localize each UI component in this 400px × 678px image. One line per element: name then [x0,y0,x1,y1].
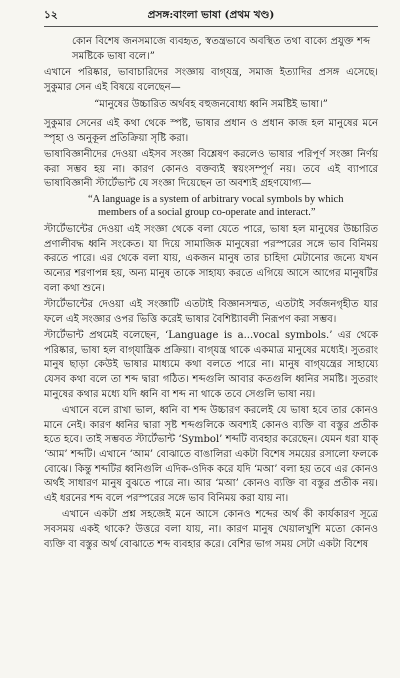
sen-quote: “মানুষের উচ্চারিত অর্থবহ বহুজনবোধ্য ধ্বনি সমষ্টিই ভাষা।” [94,99,328,111]
paragraph: স্টার্টেভান্ট প্রথমেই বলেছেন, ‘Language is a...vocal symbols.’ এর থেকে পরিষ্কার, ভাষা হল বাগ্‌যান্ত্রিক প্রক্রিয়া। বাগ্‌যন্ত্র থাকে একমাত্র মানুষের মধ্যেই। সুতরাং মানুষ ছাড়া কেউই ভাষার মাধ্যমে কথা বলতে পারে না। মানুষ বাগ্‌যন্ত্রের সাহায্যে যেসব কথা বলে তা শব্দ দ্বারা গঠিত। শব্দগুলি আবার কতগুলি ধ্বনির সমষ্টি। সুতরাং মানুষের কথার মধ্যে যদি ধ্বনি বা শব্দ না থাকে তবে সেগুলি ভাষা নয়। [44,330,378,400]
paragraph: সুকুমার সেনের এই কথা থেকে স্পষ্ট, ভাষার প্রধান ও প্রধান কাজ হল মানুষের মনে স্পৃহা ও অনুকূল প্রতিক্রিয়া সৃষ্টি করা। [44,117,378,144]
paragraph: স্টার্টেভান্টের দেওয়া এই সংজ্ঞা থেকে বলা যেতে পারে, ভাষা হল মানুষের উচ্চারিত প্রণালীবদ্ধ ধ্বনি সংকেত। যা দিয়ে সামাজিক মানুষেরা পরস্পরের সঙ্গে ভাব বিনিময় করতে পারে। এর থেকে বলা যায়, একজন মানুষ তার চাহিদা মেটানোর জন্যে যখন অন্যের শরণাপন্ন হয়, অন্য মানুষ তাকে সাহায্য করতে এগিয়ে আসে আগের মানুষটির বলা কথা শুনে। [44,224,378,294]
page-header [44,8,378,27]
page-number: ১২ [44,9,58,21]
paragraph: স্টার্টেভান্টের দেওয়া এই সংজ্ঞাটি এতটাই বিজ্ঞানসম্মত, এতটাই সর্বজনগৃহীত যার ফলে এই সংজ্ঞার ওপর ভিত্তি করেই ভাষার বৈশিষ্ট্যাবলী নিরূপণ করা সম্ভব। [44,299,378,325]
running-head: প্রসঙ্গ:বাংলা ভাষা (প্রথম খণ্ড) [147,9,275,21]
block-quote-continuation: কোন বিশেষ জনসমাজে ব্যবহৃত, স্বতন্ত্রভাবে অবস্থিত তথা বাক্যে প্রযুক্ত শব্দ সমষ্টিকে ভাষা বলে।” [72,36,370,62]
english-definition-quote [44,194,378,219]
paragraph: এখানে একটা প্রশ্ন সহজেই মনে আসে কোনও শব্দের অর্থ কী কার্যকারণ সূত্রে সবসময় একই থাকে? উত্তরে বলা যায়, না। কারণ মানুষ খেয়ালখুশি মতো কোনও ব্যক্তি বা বস্তুর অর্থ বোঝাতে শব্দ ব্যবহার করে। বেশির ভাগ সময় সেটা একটা বিশেষ [44,509,378,550]
definition-line-1: “A language is a system of arbitrary vocal symbols by which [88,193,344,205]
paragraph: ভাষাবিজ্ঞানীদের দেওয়া এইসব সংজ্ঞা বিশ্লেষণ করলেও ভাষার পরিপূর্ণ সংজ্ঞা নির্ণয় করা সম্ভব হয় না। কারণ কোনও বক্তব্যই স্বয়ংসম্পূর্ণ নয়। তবে এই ব্যাপারে ভাষাবিজ্ঞানী স্টার্টেভান্ট যে সংজ্ঞা দিয়েছেন তা অবশ্যই গ্রহণযোগ্য— [44,149,378,190]
paragraph: এখানে পরিষ্কার, ভাবাচারিদের সংজ্ঞায় বাগ্‌যন্ত্র, সমাজ ইত্যাদির প্রসঙ্গ এসেছে। সুকুমার সেন এই বিষয়ে বলেছেন— [44,67,378,93]
definition-line-2: members of a social group co-operate and interact.” [98,206,316,218]
paragraph: এখানে বলে রাখা ভাল, ধ্বনি বা শব্দ উচ্চারণ করলেই যে ভাষা হবে তার কোনও মানে নেই। কারণ ধ্বনির দ্বারা সৃষ্ট শব্দগুলিকে অবশ্যই কোনও ব্যক্তি বা বস্তুর প্রতীক হতে হবে। তাই সম্ভবত স্টার্টেভান্ট ‘Symbol’ শব্দটি ব্যবহার করেছেন। যেমন ধরা যাক্‌ ‘আম’ শব্দটি। এখানে ‘আম’ বোঝাতে বাঙালিরা একটা বিশেষ সময়ের রসালো ফলকে বোঝে। কিন্তু শব্দটির ধ্বনিগুলি এদিক-ওদিক করে যদি ‘মআ’ বলা হয় তবে এর কোনও অর্থই সাধারণ মানুষ বুঝতে পারে না। আর ‘মআ’ কোনও ব্যক্তি বা বস্তুর প্রতীক নয়। এই ধরনের শব্দ বলে পরস্পরের সঙ্গে ভাব বিনিময় করা যায় না। [44,405,378,504]
